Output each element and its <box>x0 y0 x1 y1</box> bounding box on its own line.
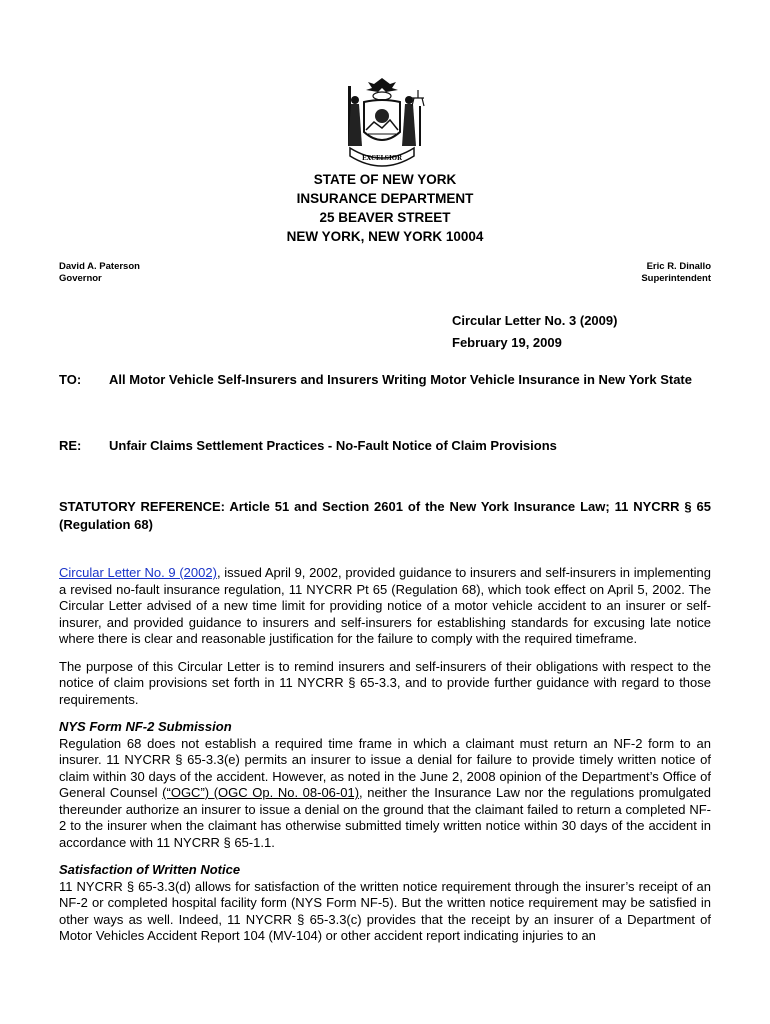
to-row <box>59 371 711 407</box>
section-nf2-text-b: , neither the Insurance Law nor the regulations promulgated thereunder authorize an insurer to issue a denial on the ground that the claimant failed to return a completed NF-2 to the insurer when the claimant has otherwise submitted timely written notice within 30 days of the accident in accordance with 11 NYCRR § 65-1.1. <box>59 785 711 850</box>
header-department: INSURANCE DEPARTMENT <box>296 191 474 206</box>
liberty-figure-icon <box>348 86 362 146</box>
superintendent-block <box>641 261 711 285</box>
justice-figure-icon <box>402 90 424 146</box>
section-written-notice-heading: Satisfaction of Written Notice <box>59 862 241 877</box>
section-nf2 <box>59 719 711 851</box>
superintendent-title: Superintendent <box>641 273 711 284</box>
statutory-reference: STATUTORY REFERENCE: Article 51 and Section 2601 of the New York Insurance Law; 11 NYCRR § 65 (Regulation 68) <box>59 499 711 532</box>
governor-name: David A. Paterson <box>59 261 140 272</box>
paragraph-2: The purpose of this Circular Letter is to remind insurers and self-insurers of their obligations with respect to the notice of claim provisions set forth in 11 NYCRR § 65-3.3, and to provide further guidance with regard to those requirements. <box>59 658 711 707</box>
re-label: RE: <box>59 438 82 453</box>
seal-motto: EXCELSIOR <box>361 155 403 162</box>
ogc-opinion-reference: (“OGC”) (OGC Op. No. 08-06-01) <box>162 785 360 800</box>
to-label: TO: <box>59 372 82 387</box>
header-city: NEW YORK, NEW YORK 10004 <box>286 229 484 244</box>
header-state: STATE OF NEW YORK <box>313 172 457 187</box>
superintendent-name: Eric R. Dinallo <box>646 261 711 272</box>
new-york-state-seal <box>328 76 436 172</box>
shield-icon <box>364 100 400 140</box>
re-text: Unfair Claims Settlement Practices - No-Fault Notice of Claim Provisions <box>109 438 557 453</box>
circular-number: Circular Letter No. 3 (2009) <box>452 313 618 328</box>
department-header <box>0 170 770 246</box>
section-nf2-text-a: Regulation 68 does not establish a required time frame in which a claimant must return an NF-2 form to an insurer. 11 NYCRR § 65-3.3(e) permits an insurer to issue a denial for failure to provide timely written notice of claim within 30 days of the accident. However, as noted in the June 2, 2008 opinion of the Department’s Office of General Counsel <box>59 735 711 800</box>
circular-letter-link[interactable]: Circular Letter No. 9 (2002) <box>59 565 217 580</box>
letter-body <box>59 565 711 956</box>
circular-date: February 19, 2009 <box>452 335 562 350</box>
to-text: All Motor Vehicle Self-Insurers and Insurers Writing Motor Vehicle Insurance in New York State <box>109 372 692 387</box>
governor-title: Governor <box>59 273 102 284</box>
governor-block <box>59 261 140 285</box>
section-written-notice <box>59 862 711 945</box>
paragraph-1-text: , issued April 9, 2002, provided guidance to insurers and self-insurers in implementing a revised no-fault insurance regulation, 11 NYCRR Pt 65 (Regulation 68), which took effect on April 5, 2002. The Circular Letter advised of a new time limit for providing notice of a motor vehicle accident to an insurer or self-insurer, and provided guidance to insurers and self-insurers for establishing standards for excusing late notice where there is clear and reasonable justification for the failure to comply with the required timeframe. <box>59 565 712 646</box>
re-row <box>59 437 711 455</box>
section-written-notice-text: 11 NYCRR § 65-3.3(d) allows for satisfaction of the written notice requirement through the insurer’s receipt of an NF-2 or completed hospital facility form (NYS Form NF-5). But the written notice requirement may be satisfied in other ways as well. Indeed, 11 NYCRR § 65-3.3(c) provides that the receipt by an insurer of a Department of Motor Vehicles Accident Report 104 (MV-104) or other accident report indicating injuries to an <box>59 878 711 943</box>
paragraph-1 <box>59 565 711 648</box>
eagle-icon <box>366 78 398 92</box>
section-nf2-heading: NYS Form NF-2 Submission <box>59 719 232 734</box>
header-street: 25 BEAVER STREET <box>319 210 451 225</box>
